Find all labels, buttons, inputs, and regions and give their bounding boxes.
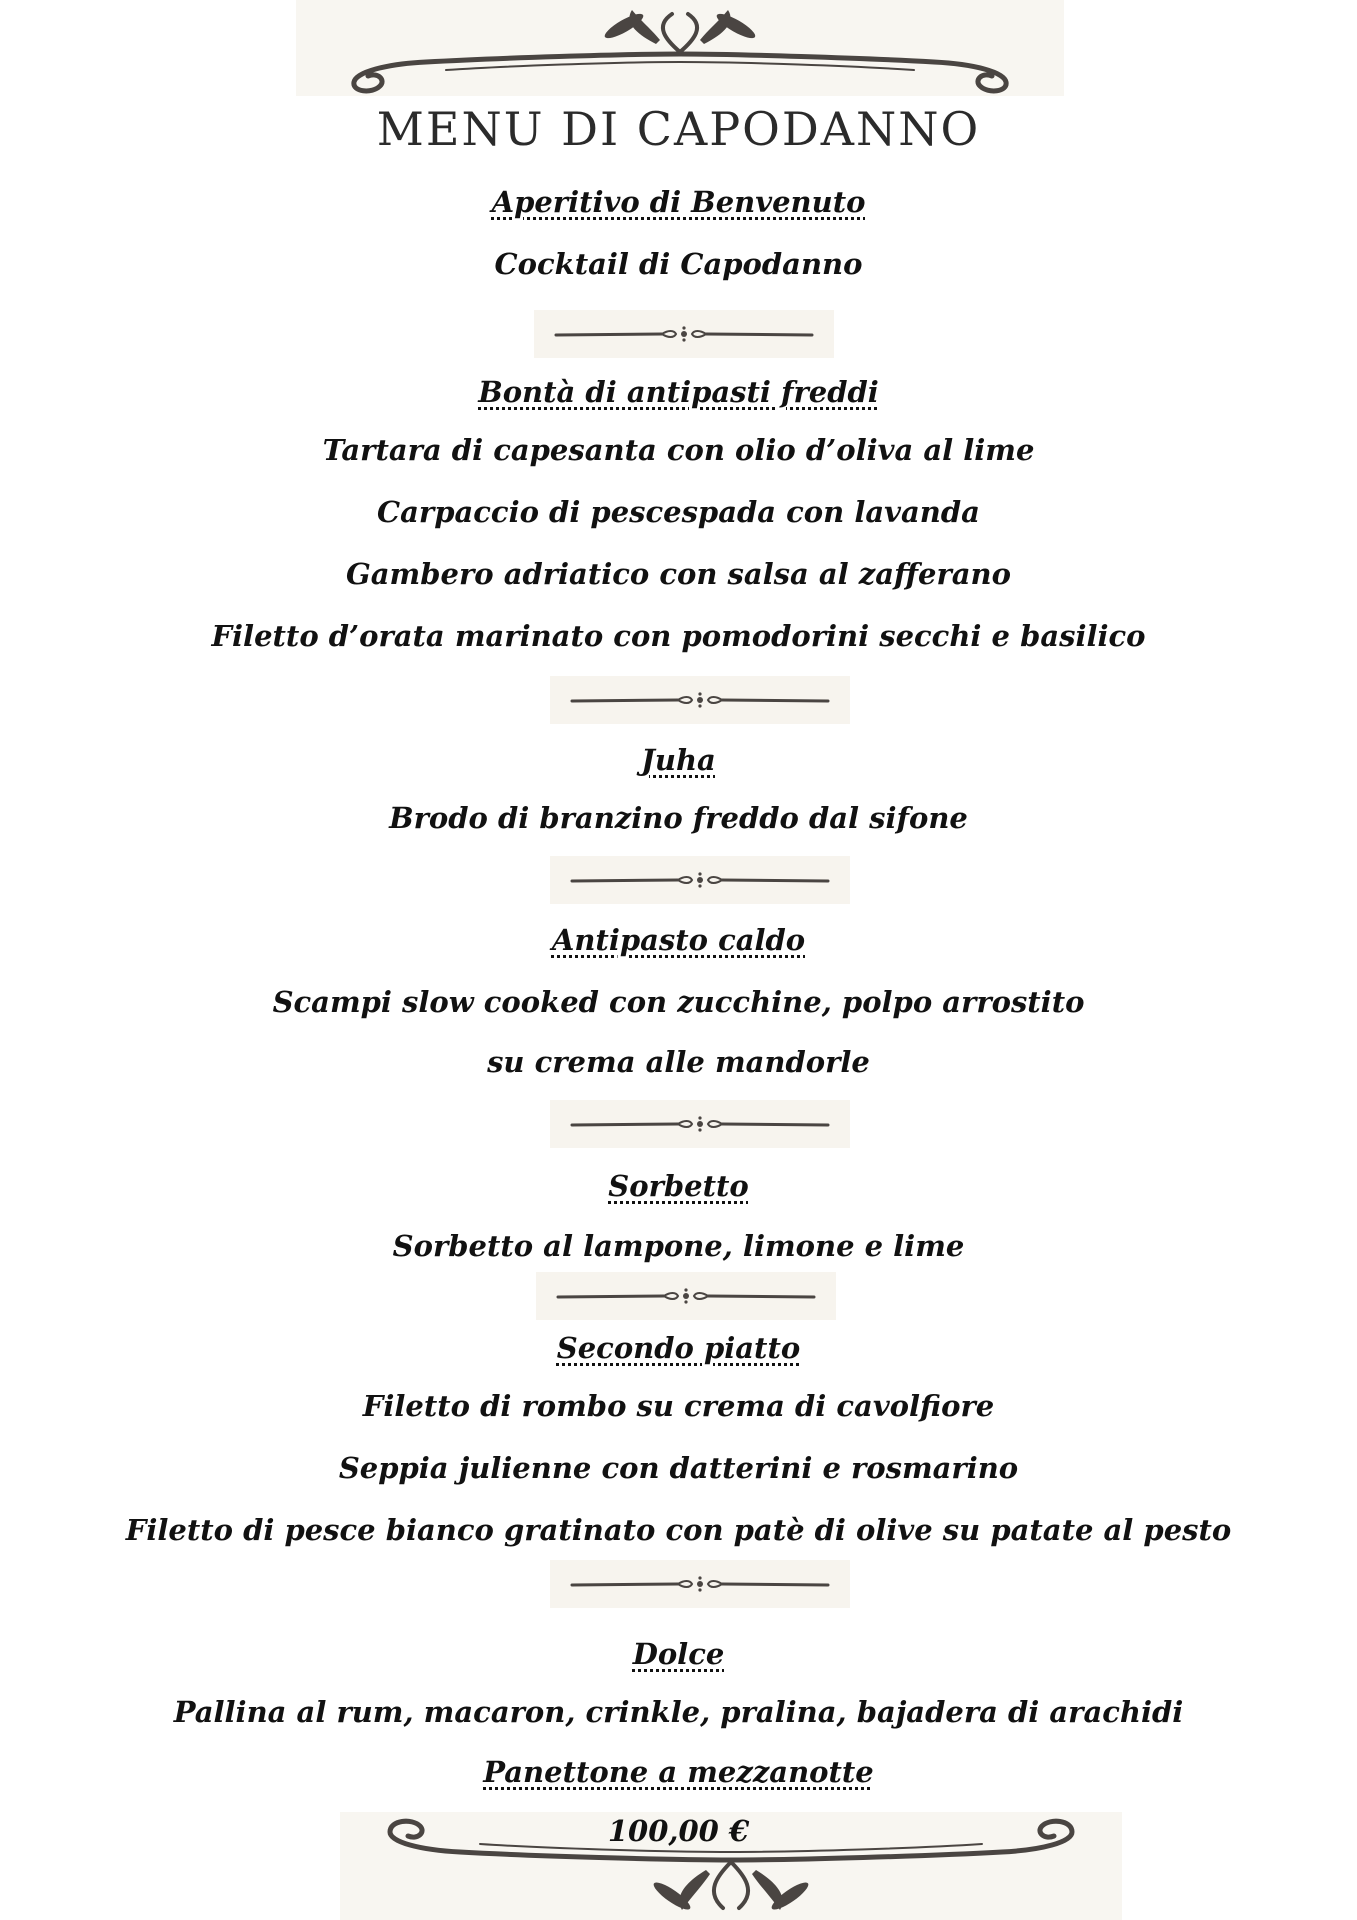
divider-flourish-icon bbox=[550, 676, 850, 724]
menu-item: su crema alle mandorle bbox=[487, 1045, 870, 1079]
divider bbox=[550, 856, 850, 904]
flourish-top-icon bbox=[296, 0, 1064, 96]
divider-flourish-icon bbox=[536, 1272, 836, 1320]
section-heading-sorbetto: Sorbetto bbox=[608, 1169, 749, 1203]
menu-item: Sorbetto al lampone, limone e lime bbox=[392, 1229, 965, 1263]
menu-item: Filetto di rombo su crema di cavolfiore bbox=[362, 1389, 995, 1423]
section-heading-antipasto-caldo: Antipasto caldo bbox=[551, 923, 806, 957]
section-heading-panettone: Panettone a mezzanotte bbox=[483, 1755, 874, 1789]
section-heading-aperitivo: Aperitivo di Benvenuto bbox=[491, 185, 866, 219]
divider bbox=[536, 1272, 836, 1320]
menu-price: 100,00 € bbox=[607, 1814, 750, 1848]
divider bbox=[550, 1100, 850, 1148]
divider bbox=[534, 310, 834, 358]
divider-flourish-icon bbox=[550, 1100, 850, 1148]
menu-item: Pallina al rum, macaron, crinkle, pralina, bajadera di arachidi bbox=[173, 1695, 1184, 1729]
menu-item: Filetto di pesce bianco gratinato con patè di olive su patate al pesto bbox=[125, 1513, 1232, 1547]
section-heading-antipasti-freddi: Bontà di antipasti freddi bbox=[478, 375, 879, 409]
section-heading-juha: Juha bbox=[641, 743, 716, 777]
divider-flourish-icon bbox=[550, 856, 850, 904]
menu-item: Cocktail di Capodanno bbox=[494, 247, 863, 281]
section-heading-secondo-piatto: Secondo piatto bbox=[556, 1331, 801, 1365]
divider-flourish-icon bbox=[550, 1560, 850, 1608]
menu-item: Scampi slow cooked con zucchine, polpo arrostito bbox=[272, 985, 1085, 1019]
top-flourish-panel bbox=[296, 0, 1064, 96]
menu-item: Tartara di capesanta con olio d’oliva al lime bbox=[322, 433, 1035, 467]
divider bbox=[550, 676, 850, 724]
divider-flourish-icon bbox=[534, 310, 834, 358]
divider bbox=[550, 1560, 850, 1608]
menu-item: Filetto d’orata marinato con pomodorini secchi e basilico bbox=[211, 619, 1146, 653]
section-heading-dolce: Dolce bbox=[632, 1637, 725, 1671]
menu-item: Gambero adriatico con salsa al zafferano bbox=[346, 557, 1011, 591]
menu-item: Seppia julienne con datterini e rosmarino bbox=[338, 1451, 1019, 1485]
menu-item: Brodo di branzino freddo dal sifone bbox=[389, 801, 968, 835]
menu-title: MENU DI CAPODANNO bbox=[376, 102, 981, 156]
menu-item: Carpaccio di pescespada con lavanda bbox=[377, 495, 980, 529]
